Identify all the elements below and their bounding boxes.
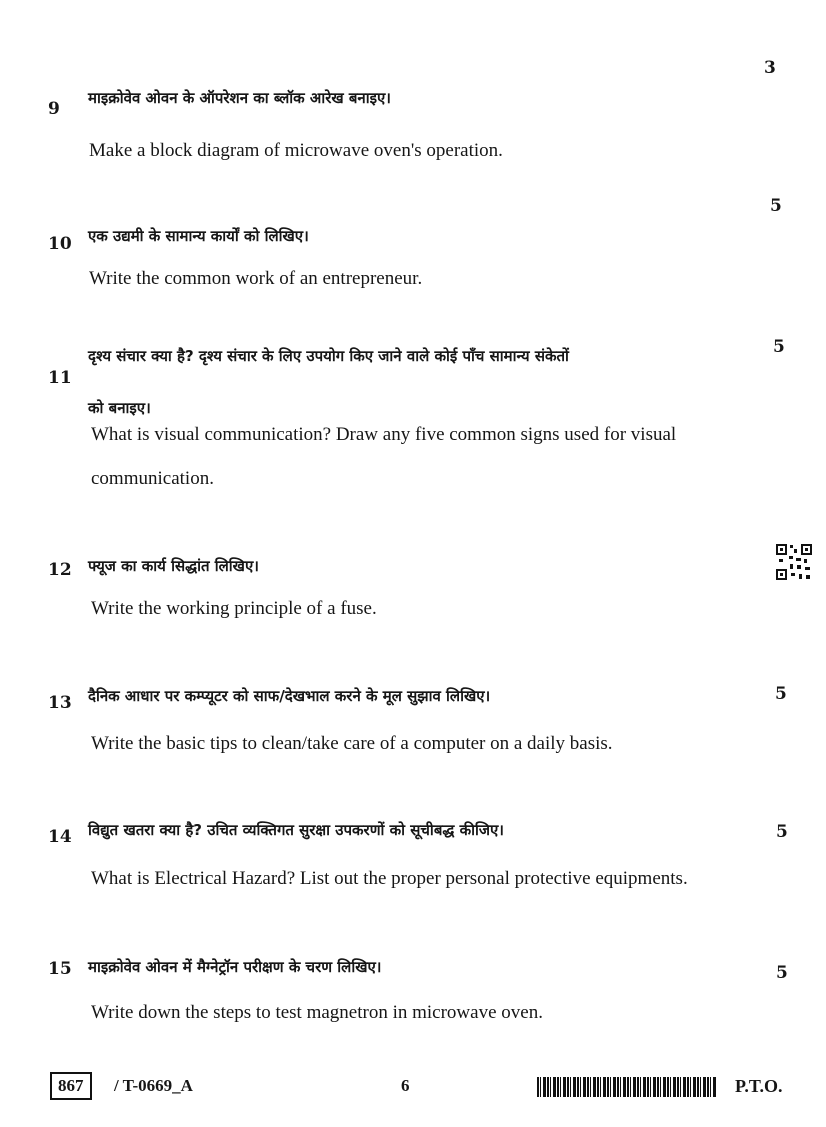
question-number: 14 [48,827,72,847]
question-hindi: फ्यूज का कार्य सिद्धांत लिखिए। [88,557,259,575]
question-marks: 5 [773,337,785,357]
question-marks: 5 [776,822,788,842]
question-english-line2: communication. [91,468,214,489]
question-hindi: माइक्रोवेव ओवन में मैग्नेट्रॉन परीक्षण के चरण लिखिए। [88,958,382,976]
question-hindi-line2: को बनाइए। [88,399,151,417]
question-english: What is Electrical Hazard? List out the proper personal protective equipments. [91,868,688,889]
question-number: 10 [48,234,72,254]
question-english: Write the working principle of a fuse. [91,598,377,619]
question-marks: 5 [770,196,782,216]
question-english: Make a block diagram of microwave oven's operation. [89,140,503,161]
footer-paper-code: / T-0669_A [114,1076,193,1095]
barcode-icon [537,1077,717,1097]
question-number: 9 [48,99,60,119]
pto-label: P.T.O. [735,1076,783,1096]
question-number: 15 [48,959,72,979]
question-number: 12 [48,560,72,580]
question-hindi: माइक्रोवेव ओवन के ऑपरेशन का ब्लॉक आरेख बनाइए। [88,89,391,107]
question-hindi: दैनिक आधार पर कम्प्यूटर को साफ/देखभाल करने के मूल सुझाव लिखिए। [88,687,491,705]
question-hindi: एक उद्यमी के सामान्य कार्यों को लिखिए। [88,227,309,245]
question-english: Write the basic tips to clean/take care of a computer on a daily basis. [91,733,613,754]
page-number: 6 [401,1076,410,1095]
qr-code-icon [775,543,813,581]
question-hindi: दृश्य संचार क्या है? दृश्य संचार के लिए उपयोग किए जाने वाले कोई पाँच सामान्य संकेतों [88,347,569,365]
question-marks: 5 [775,684,787,704]
question-english: What is visual communication? Draw any five common signs used for visual [91,424,677,445]
question-english: Write the common work of an entrepreneur. [89,268,423,289]
marks-top: 3 [764,58,776,78]
question-number: 13 [48,693,72,713]
question-english: Write down the steps to test magnetron in microwave oven. [91,1002,543,1023]
question-hindi: विद्युत खतरा क्या है? उचित व्यक्तिगत सुरक्षा उपकरणों को सूचीबद्ध कीजिए। [88,821,504,839]
question-marks: 5 [776,963,788,983]
footer-code-box: 867 [50,1072,92,1100]
question-number: 11 [48,368,72,388]
